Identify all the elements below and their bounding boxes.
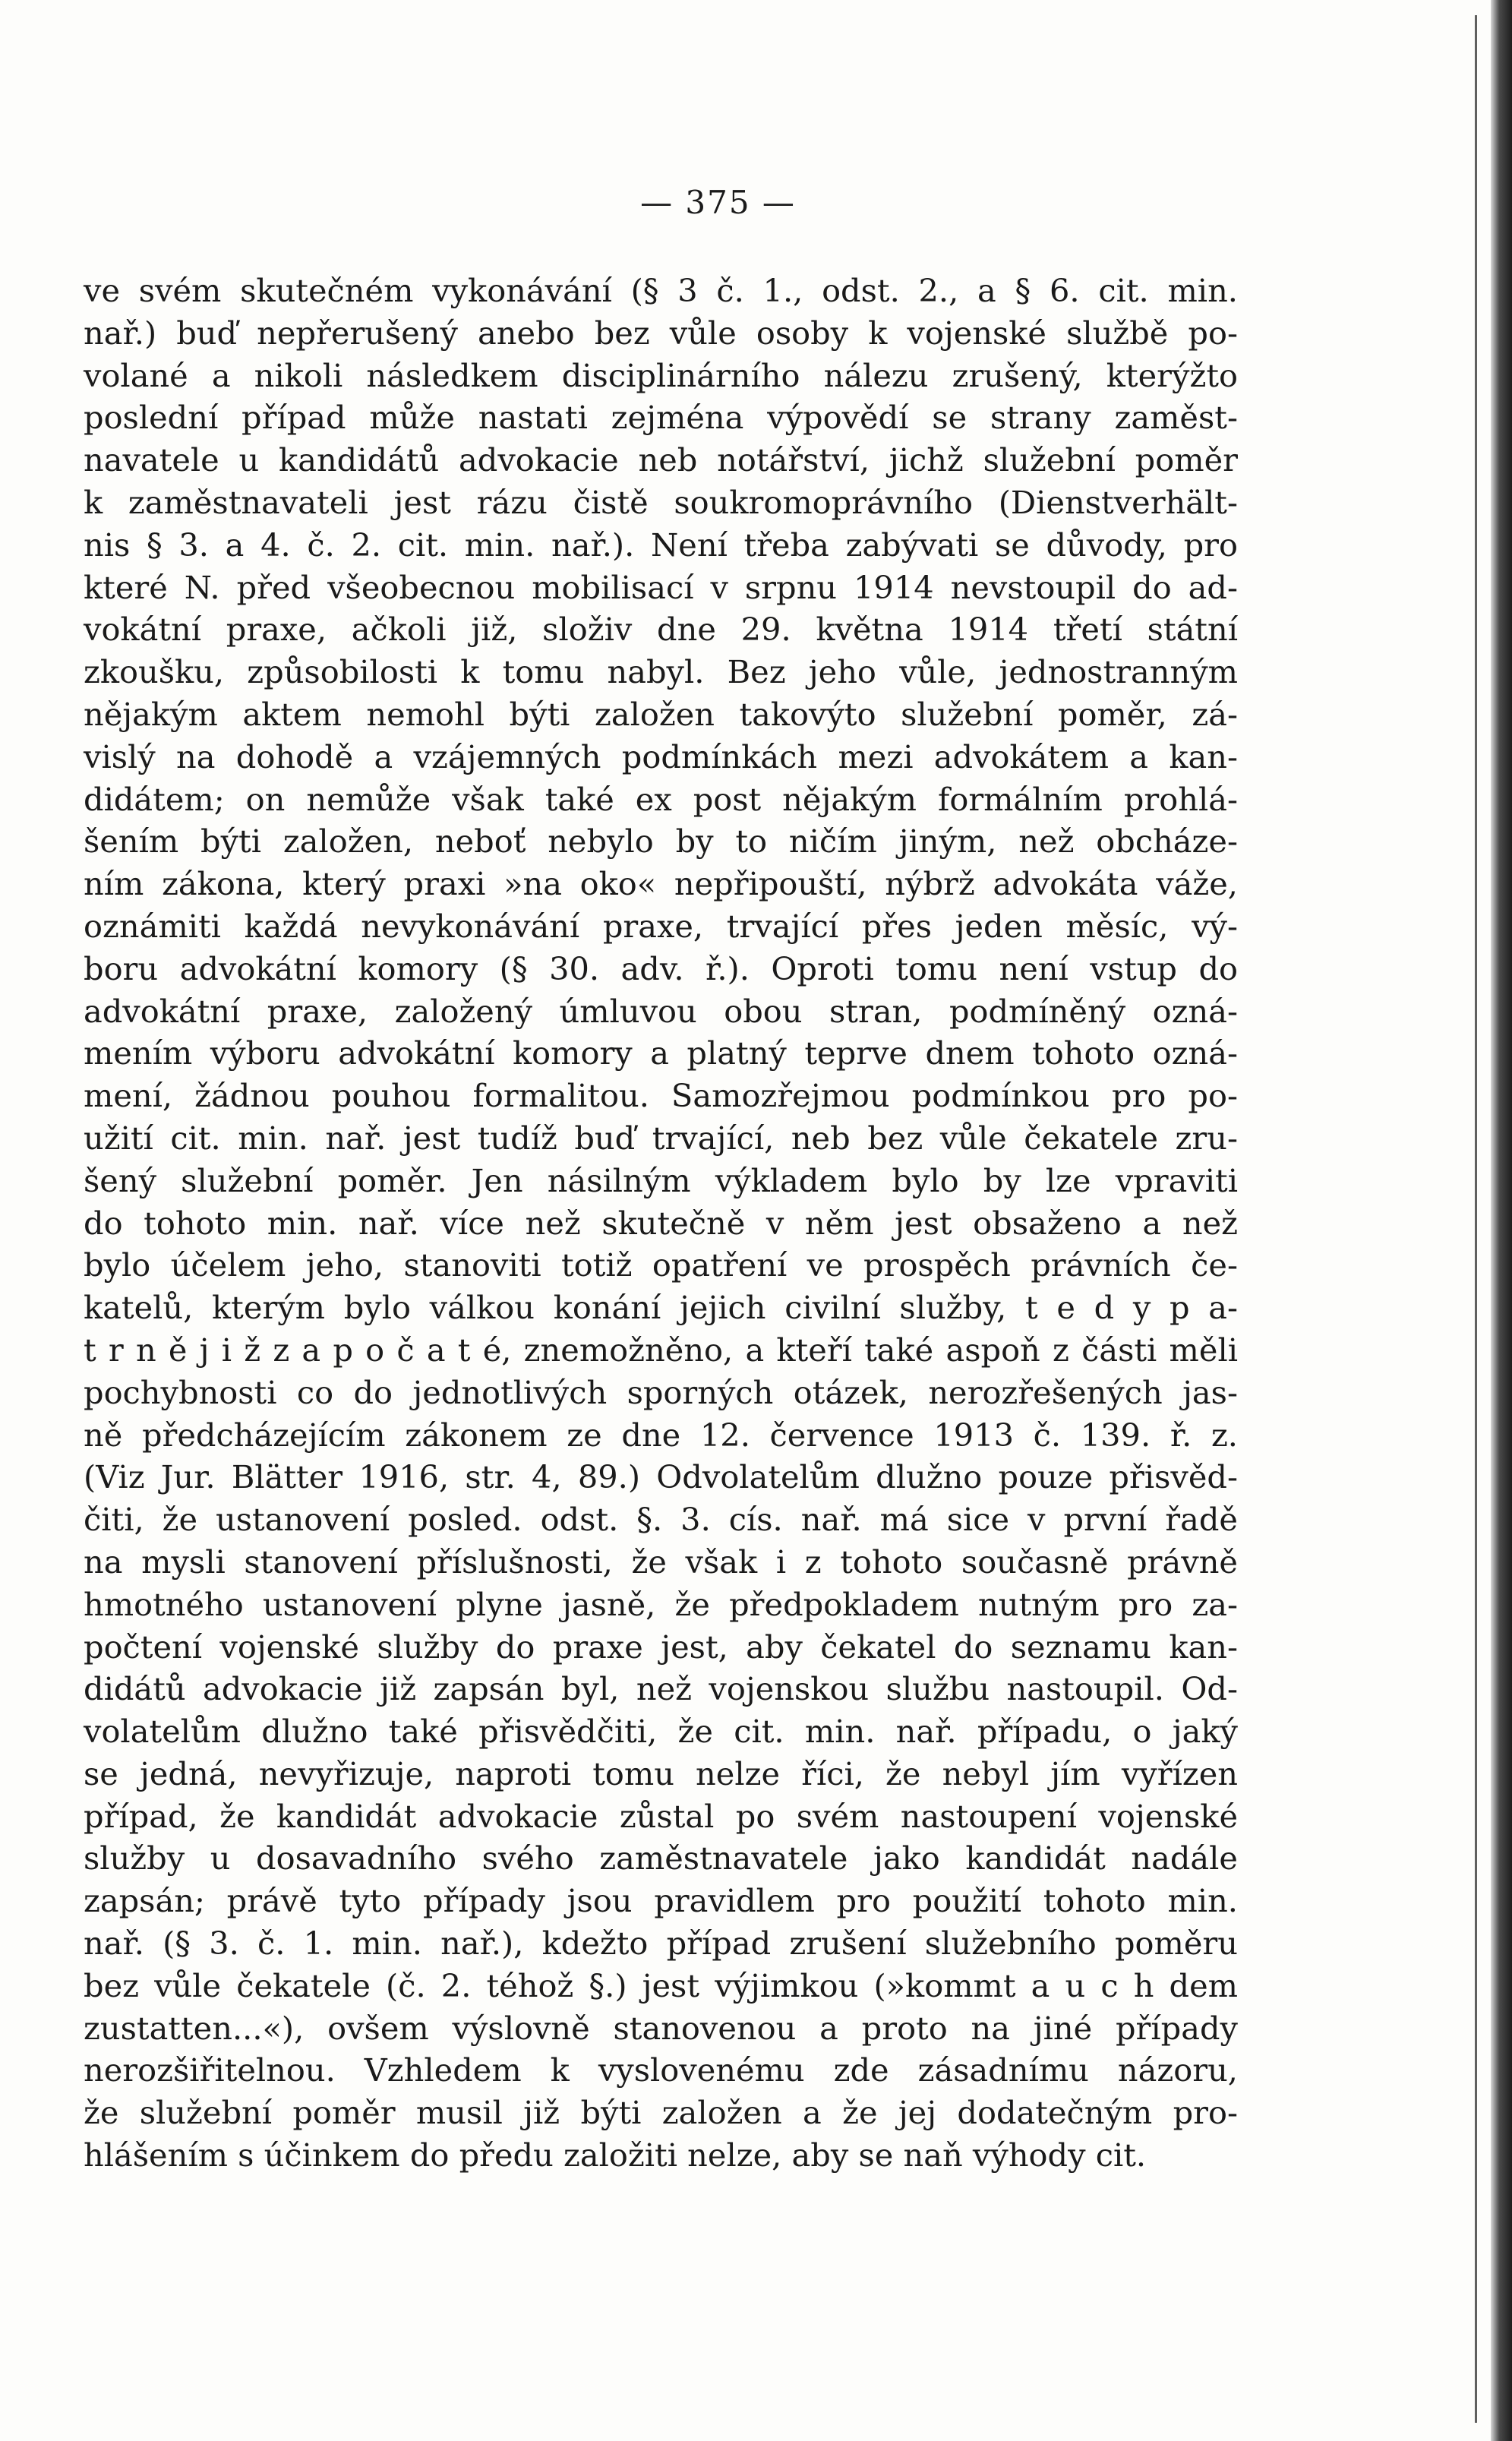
scan-border-line <box>1475 15 1477 2423</box>
text-line: pochybnosti co do jednotlivých sporných otázek, nerozřešených jas- <box>84 1373 1238 1411</box>
text-line: zapsán; právě tyto případy jsou pravidlem pro použití tohoto min. <box>84 1882 1238 1920</box>
text-line: případ, že kandidát advokacie zůstal po svém nastoupení vojenské <box>84 1797 1238 1835</box>
text-line: nař.) buď nepřerušený anebo bez vůle osoby k vojenské službě po- <box>84 314 1238 352</box>
text-line: čiti, že ustanovení posled. odst. §. 3. cís. nař. má sice v první řadě <box>84 1501 1238 1539</box>
text-line: mením výboru advokátní komory a platný teprve dnem tohoto ozná- <box>84 1034 1238 1072</box>
text-line: nerozšiřitelnou. Vzhledem k vyslovenému zde zásadnímu názoru, <box>84 2051 1238 2089</box>
text-line: katelů, kterým bylo válkou konání jejich civilní služby, t e d y p a- <box>84 1289 1238 1327</box>
text-line: vislý na dohodě a vzájemných podmínkách mezi advokátem a kan- <box>84 737 1238 775</box>
text-line: bylo účelem jeho, stanoviti totiž opatření ve prospěch právních če- <box>84 1246 1238 1284</box>
text-line: na mysli stanovení příslušnosti, že však i z tohoto současně právně <box>84 1543 1238 1580</box>
text-line: ve svém skutečném vykonávání (§ 3 č. 1., odst. 2., a § 6. cit. min. <box>84 272 1238 309</box>
text-line: nis § 3. a 4. č. 2. cit. min. nař.). Není třeba zabývati se důvody, pro <box>84 526 1238 564</box>
text-line: služby u dosavadního svého zaměstnavatele jako kandidát nadále <box>84 1839 1238 1877</box>
text-line: se jedná, nevyřizuje, naproti tomu nelze říci, že nebyl jím vyřízen <box>84 1754 1238 1792</box>
text-line: které N. před všeobecnou mobilisací v srpnu 1914 nevstoupil do ad- <box>84 568 1238 606</box>
text-line: (Viz Jur. Blätter 1916, str. 4, 89.) Odvolatelům dlužno pouze přisvěd- <box>84 1458 1238 1496</box>
text-line: zkoušku, způsobilosti k tomu nabyl. Bez jeho vůle, jednostranným <box>84 653 1238 691</box>
text-line: zustatten...«), ovšem výslovně stanovenou a proto na jiné případy <box>84 2009 1238 2047</box>
text-line: ně předcházejícím zákonem ze dne 12. července 1913 č. 139. ř. z. <box>84 1416 1238 1454</box>
text-line: navatele u kandidátů advokacie neb notářství, jichž služební poměr <box>84 441 1238 479</box>
page-number: — 375 — <box>640 184 796 221</box>
text-line: mení, žádnou pouhou formalitou. Samozřejmou podmínkou pro po- <box>84 1077 1238 1115</box>
text-line: didátů advokacie již zapsán byl, než vojenskou službu nastoupil. Od- <box>84 1670 1238 1708</box>
text-line: ním zákona, který praxi »na oko« nepřipouští, nýbrž advokáta váže, <box>84 865 1238 903</box>
scan-page-edge <box>1491 0 1512 2441</box>
text-line: vokátní praxe, ačkoli již, složiv dne 29. května 1914 třetí státní <box>84 611 1238 649</box>
text-line: advokátní praxe, založený úmluvou obou stran, podmíněný ozná- <box>84 992 1238 1030</box>
text-line: boru advokátní komory (§ 30. adv. ř.). Oproti tomu není vstup do <box>84 949 1238 987</box>
text-line: do tohoto min. nař. více než skutečně v něm jest obsaženo a než <box>84 1204 1238 1242</box>
text-line: nař. (§ 3. č. 1. min. nař.), kdežto případ zrušení služebního poměru <box>84 1925 1238 1963</box>
text-line: šením býti založen, neboť nebylo by to ničím jiným, než obcháze- <box>84 823 1238 861</box>
text-line: hmotného ustanovení plyne jasně, že předpokladem nutným pro za- <box>84 1585 1238 1623</box>
text-line: volané a nikoli následkem disciplinárního nálezu zrušený, kterýžto <box>84 356 1238 394</box>
text-line: hlášením s účinkem do předu založiti nelze, aby se naň výhody cit. <box>84 2136 1147 2174</box>
text-line: bez vůle čekatele (č. 2. téhož §.) jest výjimkou (»kommt a u c h dem <box>84 1966 1238 2004</box>
body-text <box>84 270 1238 2177</box>
text-line: šený služební poměr. Jen násilným výkladem bylo by lze vpraviti <box>84 1161 1238 1199</box>
text-line: poslední případ může nastati zejména výpovědí se strany zaměst- <box>84 399 1238 437</box>
text-line: oznámiti každá nevykonávání praxe, trvající přes jeden měsíc, vý- <box>84 907 1238 945</box>
text-line: nějakým aktem nemohl býti založen takovýto služební poměr, zá- <box>84 695 1238 733</box>
text-line: počtení vojenské služby do praxe jest, aby čekatel do seznamu kan- <box>84 1628 1238 1666</box>
text-line: t r n ě j i ž z a p o č a t é, znemožněno, a kteří také aspoň z části měli <box>84 1331 1238 1369</box>
text-line: že služební poměr musil již býti založen a že jej dodatečným pro- <box>84 2094 1238 2132</box>
text-line: k zaměstnavateli jest rázu čistě soukromoprávního (Dienstverhält- <box>84 483 1238 521</box>
text-line: volatelům dlužno také přisvědčiti, že cit. min. nař. případu, o jaký <box>84 1713 1238 1751</box>
text-line: užití cit. min. nař. jest tudíž buď trvající, neb bez vůle čekatele zru- <box>84 1119 1238 1157</box>
text-line: didátem; on nemůže však také ex post nějakým formálním prohlá- <box>84 780 1238 818</box>
